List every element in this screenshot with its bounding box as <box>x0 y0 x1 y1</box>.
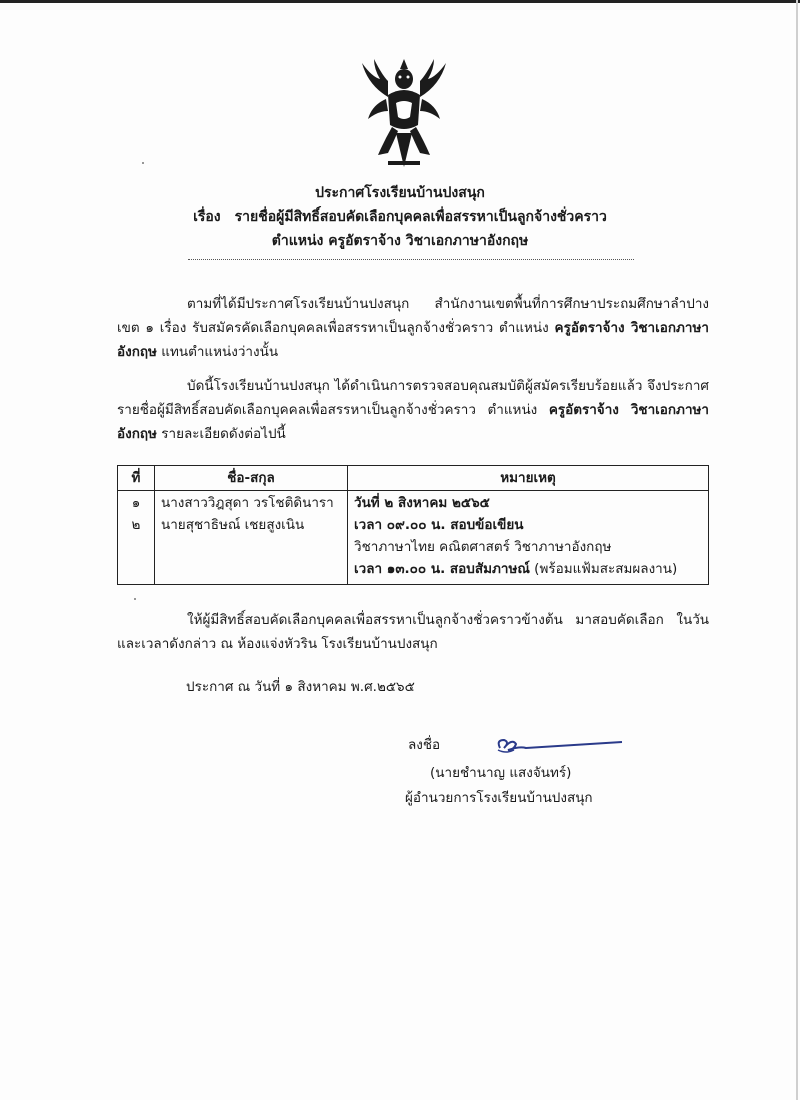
signer-title: ผู้อำนวยการโรงเรียนบ้านปงสนุก <box>405 790 593 806</box>
scan-top-edge <box>0 0 800 3</box>
scan-speck <box>142 162 144 164</box>
row-no: ๒ <box>131 517 141 533</box>
scan-side-edge <box>796 0 798 1100</box>
exam-written-time: เวลา ๐๙.๐๐ น. สอบข้อเขียน <box>354 517 524 533</box>
instruction-paragraph <box>117 608 709 656</box>
row-name-cell <box>155 491 348 585</box>
signature-label: ลงชื่อ <box>408 737 441 753</box>
row-no-cell <box>118 491 155 585</box>
header-remarks: หมายเหตุ <box>348 466 709 491</box>
header-divider <box>188 259 634 260</box>
announcement-position: ตำแหน่ง ครูอัตราจ้าง วิชาเอกภาษาอังกฤษ <box>271 233 529 249</box>
subject-text: รายชื่อผู้มีสิทธิ์สอบคัดเลือกบุคคลเพื่อสรรหาเป็นลูกจ้างชั่วคราว <box>234 209 607 225</box>
row-no: ๑ <box>131 495 141 511</box>
instruction-text: ให้ผู้มีสิทธิ์สอบคัดเลือกบุคคลเพื่อสรรหาเป็นลูกจ้างชั่วคราวข้างต้น มาสอบคัดเลือก ในวัน และเวลาดังกล่าว ณ ห้องแจ่งหัวริน โรงเรียนบ้านปงสนุก <box>117 612 709 652</box>
table-row <box>118 491 709 585</box>
announcement-subject <box>0 206 800 228</box>
exam-interview-note: (พร้อมแฟ้มสะสมผลงาน) <box>534 561 678 577</box>
intro-paragraph <box>117 292 709 364</box>
exam-subjects: วิชาภาษาไทย คณิตศาสตร์ วิชาภาษาอังกฤษ <box>354 539 612 555</box>
result-text-end: รายละเอียดดังต่อไปนี้ <box>161 426 286 442</box>
result-bold-position: ครูอัตราจ้าง วิชาเอกภาษาอังกฤษ <box>117 402 710 442</box>
candidate-name: นางสาววิฎสุดา วรโชติดินารา <box>161 495 334 511</box>
exam-date: วันที่ ๒ สิงหาคม ๒๕๖๕ <box>354 495 490 511</box>
header-name: ชื่อ-สกุล <box>155 466 348 491</box>
signer-name: (นายชำนาญ แสงจันทร์) <box>430 765 572 781</box>
announce-date: ประกาศ ณ วันที่ ๑ สิงหาคม พ.ศ.๒๕๖๕ <box>186 679 415 695</box>
announcement-title: ประกาศโรงเรียนบ้านปงสนุก <box>315 185 485 201</box>
table-header-row <box>118 466 709 491</box>
intro-bold-position: ครูอัตราจ้าง วิชาเอกภาษาอังกฤษ <box>117 320 709 360</box>
result-paragraph <box>117 374 709 446</box>
intro-text-end: แทนตำแหน่งว่างนั้น <box>161 344 279 360</box>
garuda-emblem-icon <box>358 55 450 175</box>
scan-speck <box>134 598 136 600</box>
subject-label: เรื่อง <box>193 209 221 225</box>
remarks-cell <box>348 491 709 585</box>
header-no: ที่ <box>118 466 155 491</box>
exam-interview-time: เวลา ๑๓.๐๐ น. สอบสัมภาษณ์ <box>354 561 530 577</box>
handwritten-signature-icon <box>492 732 624 758</box>
result-text: บัดนี้โรงเรียนบ้านปงสนุก ได้ดำเนินการตรวจสอบคุณสมบัติผู้สมัครเรียบร้อยแล้ว จึงประกาศรายชื่อผู้มีสิทธิ์สอบคัดเลือกบุคคลเพื่อสรรหาเป็นลูกจ้างชั่วคราว ตำแหน่ง <box>117 378 709 418</box>
intro-text: ตามที่ได้มีประกาศโรงเรียนบ้านปงสนุก สำนักงานเขตพื้นที่การศึกษาประถมศึกษาลำปาง เขต ๑ เรื่อง รับสมัครคัดเลือกบุคคลเพื่อสรรหาเป็นลูกจ้างชั่วคราว ตำแหน่ง <box>117 296 709 336</box>
candidate-name: นายสุชาธิษณ์ เชยสูงเนิน <box>161 517 305 533</box>
candidate-table <box>117 465 709 585</box>
